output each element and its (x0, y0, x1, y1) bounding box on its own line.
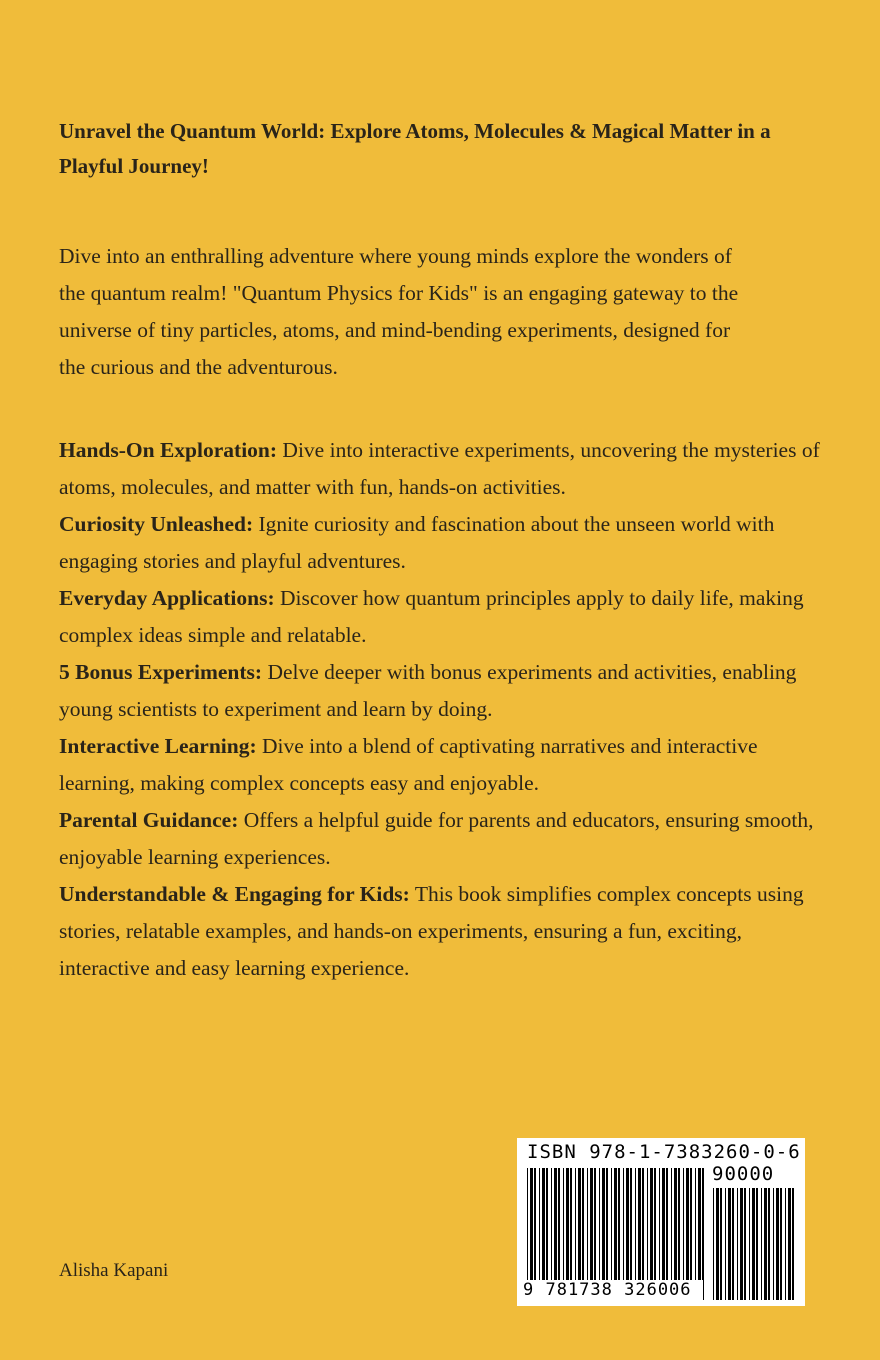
cover-text (59, 114, 829, 987)
feature-item (59, 432, 829, 506)
barcode-bar (780, 1188, 782, 1300)
barcode-bar (776, 1188, 779, 1300)
barcode-bar (744, 1188, 746, 1300)
feature-item (59, 802, 829, 876)
feature-item (59, 876, 829, 987)
barcode-bar (761, 1188, 762, 1300)
feature-label: Interactive Learning: (59, 734, 257, 758)
feature-item (59, 580, 829, 654)
barcode-bar (788, 1188, 791, 1300)
price-addon: 90000 (712, 1163, 775, 1185)
feature-text: Offers a helpful guide for parents and educators, ensuring smooth, enjoyable learning experiences. (59, 808, 814, 869)
barcode-bar (764, 1188, 767, 1300)
barcode-bar (785, 1188, 786, 1300)
barcode-bar (737, 1188, 738, 1300)
isbn-label: ISBN 978-1-7383260-0-6 (527, 1141, 801, 1163)
author-name: Alisha Kapani (59, 1260, 169, 1281)
feature-item (59, 506, 829, 580)
barcode-number: 9 781738 326006 (521, 1280, 703, 1300)
feature-text: Discover how quantum principles apply to daily life, making complex ideas simple and relatable. (59, 586, 804, 647)
barcode-bar (720, 1188, 722, 1300)
barcode-bar (732, 1188, 734, 1300)
feature-label: Hands-On Exploration: (59, 438, 278, 462)
feature-item (59, 654, 829, 728)
barcode-bar (725, 1188, 726, 1300)
barcode-bar (768, 1188, 770, 1300)
barcode-bar (752, 1188, 755, 1300)
feature-label: Everyday Applications: (59, 586, 275, 610)
feature-label: 5 Bonus Experiments: (59, 660, 263, 684)
feature-text: Dive into interactive experiments, uncovering the mysteries of atoms, molecules, and matter with fun, hands-on activities. (59, 438, 820, 499)
feature-list (59, 432, 829, 987)
barcode-bar (713, 1188, 714, 1300)
feature-label: Curiosity Unleashed: (59, 512, 254, 536)
barcode-bar (773, 1188, 774, 1300)
feature-label: Parental Guidance: (59, 808, 239, 832)
barcode-bar (716, 1188, 719, 1300)
barcode-bar (792, 1188, 794, 1300)
isbn-barcode (517, 1138, 805, 1306)
feature-text: This book simplifies complex concepts using stories, relatable examples, and hands-on experiments, ensuring a fun, exciting, interactive and easy learning experience. (59, 882, 804, 980)
feature-text: Dive into a blend of captivating narratives and interactive learning, making complex concepts easy and enjoyable. (59, 734, 758, 795)
feature-item (59, 728, 829, 802)
feature-label: Understandable & Engaging for Kids: (59, 882, 410, 906)
barcode-bar (749, 1188, 750, 1300)
barcode-bar (728, 1188, 731, 1300)
barcode-bar (756, 1188, 758, 1300)
feature-text: Ignite curiosity and fascination about the unseen world with engaging stories and playful adventures. (59, 512, 775, 573)
intro-paragraph: Dive into an enthralling adventure where young minds explore the wonders of the quantum realm! "Quantum Physics for Kids" is an engaging gateway to the universe of tiny particles, atoms, and mind-bending experiments, designed for the curious and the adventurous. (59, 244, 739, 379)
headline: Unravel the Quantum World: Explore Atoms, Molecules & Magical Matter in a Playful Journey! (59, 119, 771, 178)
feature-text: Delve deeper with bonus experiments and activities, enabling young scientists to experiment and learn by doing. (59, 660, 797, 721)
barcode-bar (740, 1188, 743, 1300)
addon-bars (713, 1188, 794, 1300)
